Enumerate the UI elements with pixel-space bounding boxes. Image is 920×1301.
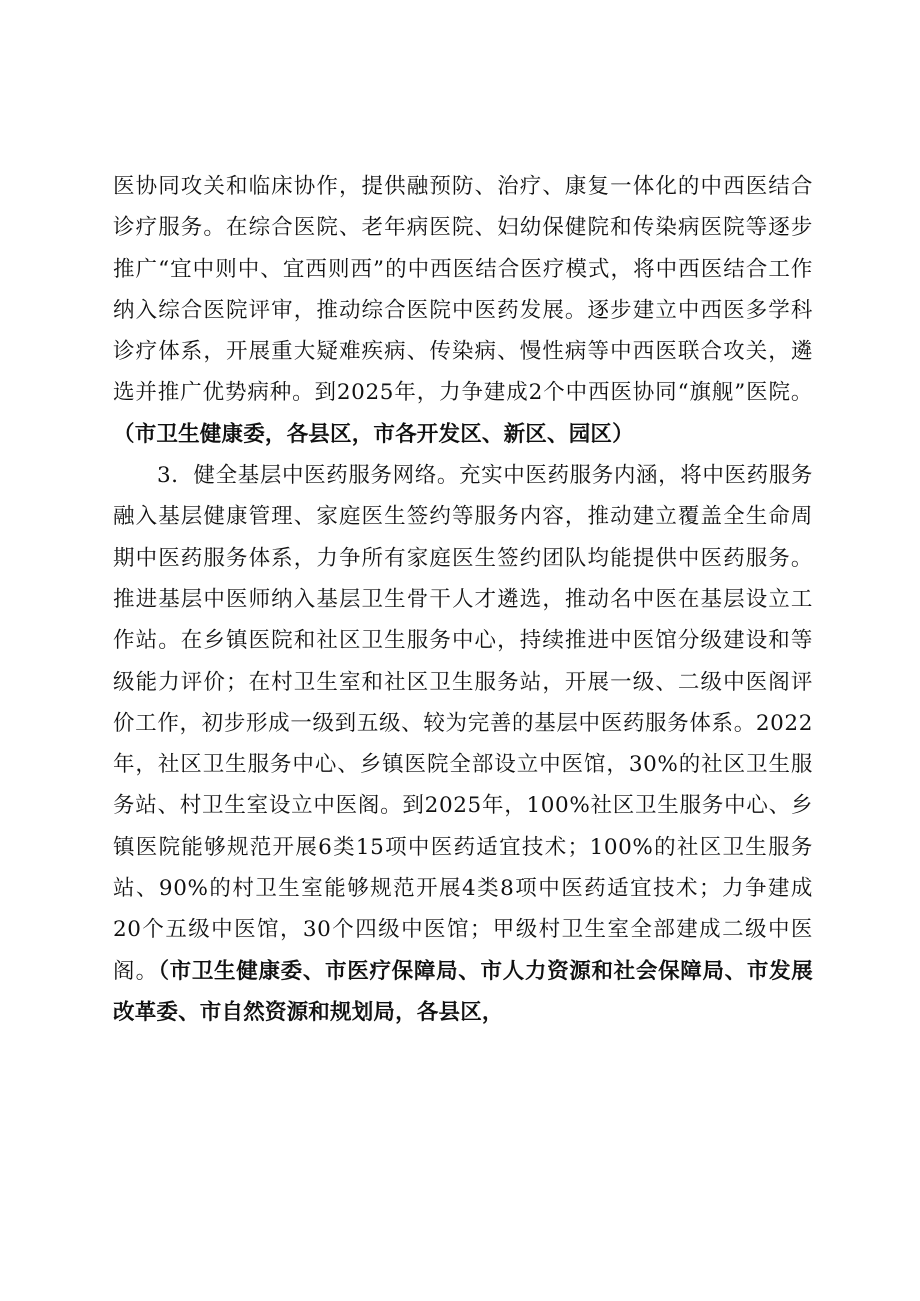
paragraph-integrated-medicine — [113, 166, 813, 455]
paragraph-1-text: 医协同攻关和临床协作，提供融预防、治疗、康复一体化的中西医结合诊疗服务。在综合医院、老年病医院、妇幼保健院和传染病医院等逐步推广“宜中则中、宜西则西”的中西医结合医疗模式，将中西医结合工作纳入综合医院评审，推动综合医院中医药发展。逐步建立中西医多学科诊疗体系，开展重大疑难疾病、传染病、慢性病等中西医联合攻关，遴选并推广优势病种。到2025年，力争建成2个中西医协同“旗舰”医院。 — [113, 174, 813, 406]
paragraph-2-text: 3．健全基层中医药服务网络。充实中医药服务内涵，将中医药服务融入基层健康管理、家庭医生签约等服务内容，推动建立覆盖全生命周期中医药服务体系，力争所有家庭医生签约团队均能提供中医药服务。推进基层中医师纳入基层卫生骨干人才遴选，推动名中医在基层设立工作站。在乡镇医院和社区卫生服务中心，持续推进中医馆分级建设和等级能力评价；在村卫生室和社区卫生服务站，开展一级、二级中医阁评价工作，初步形成一级到五级、较为完善的基层中医药服务体系。2022年，社区卫生服务中心、乡镇医院全部设立中医馆，30%的社区卫生服务站、村卫生室设立中医阁。到2025年，100%社区卫生服务中心、乡镇医院能够规范开展6类15项中医药适宜技术；100%的社区卫生服务站、90%的村卫生室能够规范开展4类8项中医药适宜技术；力争建成20个五级中医馆，30个四级中医馆；甲级村卫生室全部建成二级中医阁。 — [113, 463, 813, 984]
paragraph-2-responsible-units: （市卫生健康委、市医疗保障局、市人力资源和社会保障局、市发展改革委、市自然资源和规划局，各县区， — [113, 958, 813, 1025]
paragraph-grassroots-network — [113, 455, 813, 1033]
paragraph-1-responsible-units: （市卫生健康委，各县区，市各开发区、新区、园区） — [113, 421, 634, 447]
document-body — [113, 166, 813, 1033]
